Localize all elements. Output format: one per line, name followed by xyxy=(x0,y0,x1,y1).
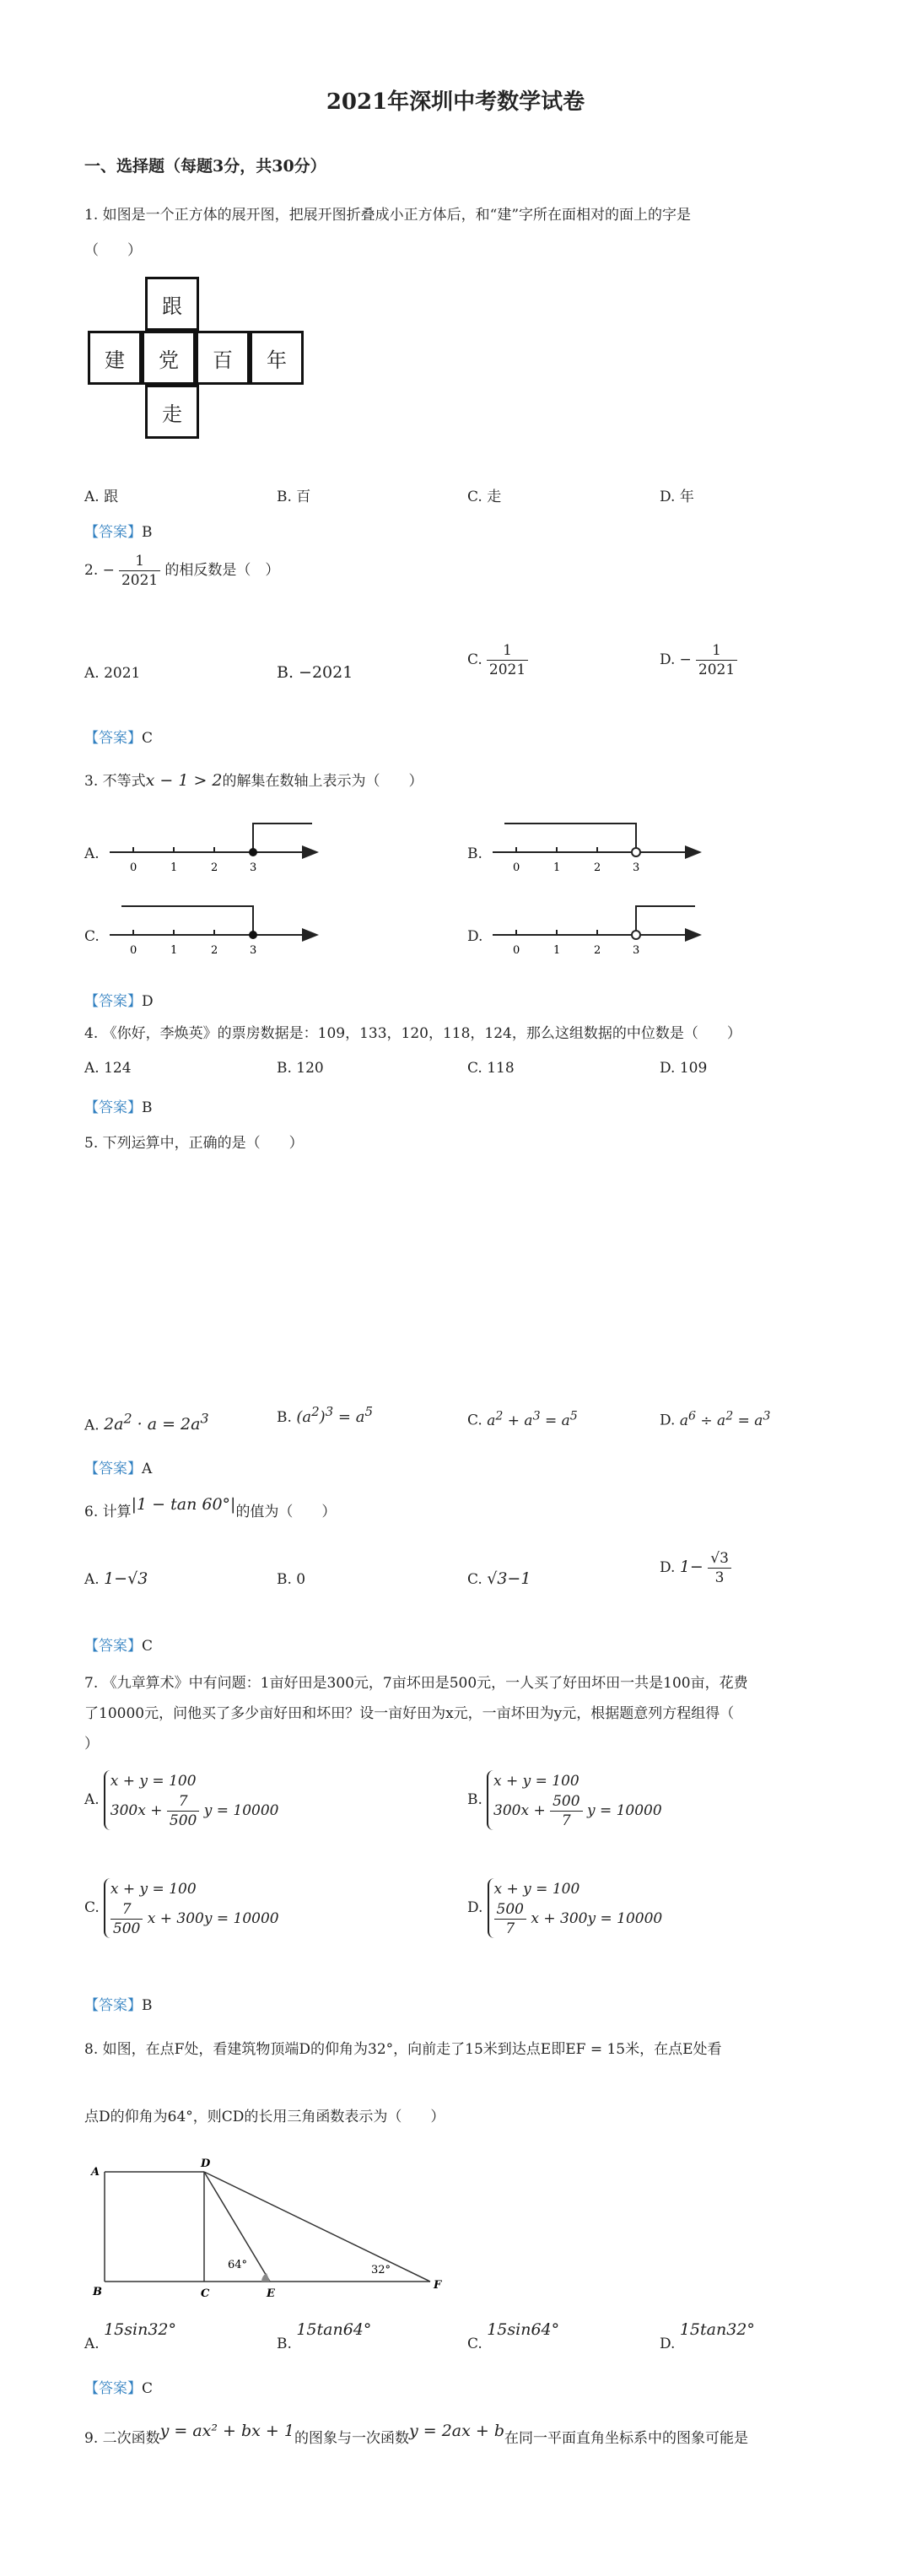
q3-expression: x − 1 > 2 xyxy=(145,771,223,790)
cube-face-right1: 百 xyxy=(196,331,250,385)
cube-face-bottom: 走 xyxy=(145,385,199,439)
q7-b-num: 500 xyxy=(550,1792,582,1812)
q7-d-eq1: x + y = 100 xyxy=(493,1881,580,1898)
q6-option-c xyxy=(467,1569,531,1588)
q6-option-c-label: C. xyxy=(467,1571,482,1588)
q7-d-den: 7 xyxy=(505,1920,515,1937)
tick-label: 0 xyxy=(130,944,137,957)
cube-net-figure xyxy=(88,277,324,446)
q5-option-b-label: B. xyxy=(277,1409,292,1426)
tick-label: 2 xyxy=(594,861,601,874)
tick-label: 1 xyxy=(553,944,561,957)
q9-stem-post: 在同一平面直角坐标系中的图象可能是 xyxy=(504,2430,749,2447)
answer-tag: 【答案】 xyxy=(84,730,142,747)
q7-option-b-label: B. xyxy=(467,1791,482,1808)
tick-label: 2 xyxy=(211,944,218,957)
q2-c-num: 1 xyxy=(487,641,528,661)
q7-b-eq2-pre: 300x + xyxy=(493,1802,546,1819)
q2-option-d xyxy=(660,641,737,679)
q5-stem: 5. 下列运算中，正确的是（ ） xyxy=(84,1135,304,1152)
q8-option-d-value: 15tan32° xyxy=(679,2320,755,2339)
q9-stem-pre: 9. 二次函数 xyxy=(84,2430,160,2447)
q3-answer-value: D xyxy=(142,993,154,1010)
point-label-e: E xyxy=(267,2287,275,2300)
q1-option-c: C. 走 xyxy=(467,489,502,505)
q2-option-b: B. −2021 xyxy=(277,663,353,682)
q6-option-c-expr: √3−1 xyxy=(487,1569,531,1588)
q7-option-d xyxy=(467,1878,662,1938)
q1-option-a: A. 跟 xyxy=(84,489,119,505)
q2-stem-tail: 的相反数是（ ） xyxy=(164,562,280,579)
q2-option-c xyxy=(467,641,528,679)
number-line-d xyxy=(484,893,712,960)
tick-label: 0 xyxy=(513,861,520,874)
q5-option-c: C. $a^2 + a^3 = a^5$ xyxy=(467,1409,578,1429)
q2-fraction xyxy=(119,552,160,590)
q8-option-b-value: 15tan64° xyxy=(296,2320,372,2339)
answer-tag: 【答案】 xyxy=(84,993,142,1010)
q6-stem xyxy=(84,1492,336,1525)
tick-label: 3 xyxy=(250,861,257,874)
q6-answer-value: C xyxy=(142,1638,154,1655)
q5-option-a: A. $2a^2 \cdot a = 2a^3$ xyxy=(84,1411,209,1434)
q7-a-den: 500 xyxy=(169,1812,197,1829)
q5-answer xyxy=(84,1456,152,1477)
q3-label-c: C. xyxy=(84,928,100,945)
q8-option-a xyxy=(84,2320,176,2352)
q3-stem-pre: 3. 不等式 xyxy=(84,773,146,790)
page-title: 2021年深圳中考数学试卷 xyxy=(326,89,585,115)
q8-answer xyxy=(84,2376,153,2397)
q4-option-a: A. 124 xyxy=(84,1060,132,1077)
q8-option-c xyxy=(467,2320,559,2352)
q5-option-a-label: A. xyxy=(84,1417,100,1434)
q7-option-b xyxy=(467,1770,662,1830)
q6-option-d xyxy=(660,1549,731,1587)
q6-option-a-expr: 1−√3 xyxy=(104,1569,148,1588)
answer-tag: 【答案】 xyxy=(84,2380,142,2397)
elevation-angle-figure xyxy=(84,2155,456,2307)
point-label-a: A xyxy=(91,2166,100,2179)
q7-c-eq1: x + y = 100 xyxy=(110,1881,197,1898)
tick-label: 3 xyxy=(633,861,640,874)
q7-stem-line2: 了10000元，问他买了多少亩好田和坏田？设一亩好田为x元，一亩坏田为y元，根据题意列方程组得（ xyxy=(84,1705,735,1722)
tick-label: 2 xyxy=(211,861,218,874)
q2-d-neg: − xyxy=(679,651,692,668)
q1-option-b: B. 百 xyxy=(277,489,311,505)
q5-option-d: D. $a^6 \div a^2 = a^3$ xyxy=(660,1409,771,1429)
point-label-b: B xyxy=(93,2286,102,2298)
q7-a-eq2-pre: 300x + xyxy=(110,1802,163,1819)
q8-option-c-value: 15sin64° xyxy=(487,2320,560,2339)
q2-frac-den: 2021 xyxy=(121,572,159,589)
tick-label: 1 xyxy=(553,861,561,874)
number-line-c xyxy=(101,893,329,960)
tick-label: 0 xyxy=(130,861,137,874)
q7-option-d-label: D. xyxy=(467,1899,483,1916)
number-line-b xyxy=(484,810,712,878)
q7-answer xyxy=(84,1993,153,2014)
q7-c-num: 7 xyxy=(111,1900,143,1920)
q2-option-d-label: D. xyxy=(660,651,676,668)
q4-answer-value: B xyxy=(142,1099,153,1116)
q2-d-den: 2021 xyxy=(698,662,736,678)
tick-label: 3 xyxy=(250,944,257,957)
cube-face-left: 建 xyxy=(88,331,142,385)
q2-answer-value: C xyxy=(142,730,154,747)
q8-option-a-label: A. xyxy=(84,2336,100,2352)
angle-label-64: 64° xyxy=(228,2259,248,2271)
q7-stem-line1: 7. 《九章算术》中有问题：1亩好田是300元，7亩坏田是500元，一人买了好田坏田一共是100亩，花费 xyxy=(84,1675,748,1692)
q2-option-c-label: C. xyxy=(467,651,482,668)
q2-frac-num: 1 xyxy=(119,552,160,571)
q1-answer xyxy=(84,520,153,541)
section-heading: 一、选择题（每题3分，共30分） xyxy=(84,157,326,176)
q7-b-eq2-post: y = 10000 xyxy=(586,1802,662,1819)
q5-option-d-label: D. xyxy=(660,1412,676,1429)
q7-b-den: 7 xyxy=(561,1812,571,1829)
q7-option-a xyxy=(84,1770,278,1830)
q3-label-d: D. xyxy=(467,928,483,945)
q5-option-c-label: C. xyxy=(467,1412,482,1429)
q1-stem-line1: 1. 如图是一个正方体的展开图，把展开图折叠成小正方体后，和“建”字所在面相对的面上的字是 xyxy=(84,207,692,224)
q6-option-d-expr: 1− xyxy=(679,1558,703,1576)
tick-label: 0 xyxy=(513,944,520,957)
q7-a-num: 7 xyxy=(167,1792,199,1812)
tick-label: 3 xyxy=(633,944,640,957)
q8-option-c-label: C. xyxy=(467,2336,482,2352)
point-label-c: C xyxy=(201,2287,210,2300)
q7-d-num: 500 xyxy=(494,1900,526,1920)
q7-stem-line3: ） xyxy=(84,1736,99,1752)
cube-face-center: 党 xyxy=(142,331,196,385)
q1-option-d: D. 年 xyxy=(660,489,694,505)
answer-tag: 【答案】 xyxy=(84,524,142,541)
q1-stem-line2: （ ） xyxy=(84,242,142,259)
q8-answer-value: C xyxy=(142,2380,154,2397)
q7-d-eq2-post: x + 300y = 10000 xyxy=(531,1910,663,1927)
q8-option-d xyxy=(660,2320,755,2352)
point-label-f: F xyxy=(434,2279,442,2292)
q7-option-c-label: C. xyxy=(84,1899,100,1916)
answer-tag: 【答案】 xyxy=(84,1997,142,2014)
q3-label-a: A. xyxy=(84,845,100,862)
q7-a-eq1: x + y = 100 xyxy=(110,1773,197,1790)
q3-stem xyxy=(84,768,423,794)
q2-option-a: A. 2021 xyxy=(84,665,141,682)
q4-stem: 4. 《你好，李焕英》的票房数据是：109，133，120，118，124，那么这组数据的中位数是（ ） xyxy=(84,1025,741,1042)
angle-label-32: 32° xyxy=(371,2264,391,2276)
q6-option-a xyxy=(84,1569,148,1588)
q2-number: 2. xyxy=(84,562,103,579)
point-label-d: D xyxy=(201,2157,211,2170)
q2-c-den: 2021 xyxy=(488,662,526,678)
q7-option-a-label: A. xyxy=(84,1791,100,1808)
q4-answer xyxy=(84,1095,153,1116)
q7-c-eq2-post: x + 300y = 10000 xyxy=(147,1910,279,1927)
q3-label-b: B. xyxy=(467,845,482,862)
q2-d-num: 1 xyxy=(696,641,737,661)
number-line-a xyxy=(101,810,329,878)
q8-option-a-value: 15sin32° xyxy=(104,2320,177,2339)
q5-option-b: B. $(a^2)^3 = a^5$ xyxy=(277,1404,374,1426)
q7-answer-value: B xyxy=(142,1997,153,2014)
q6-stem-post: 的值为（ ） xyxy=(235,1504,337,1520)
q9-stem-mid: 的图象与一次函数 xyxy=(294,2430,409,2447)
q2-neg-sign: − xyxy=(102,562,115,579)
q7-b-eq1: x + y = 100 xyxy=(493,1773,579,1790)
q6-option-b: B. 0 xyxy=(277,1571,306,1588)
q8-option-b xyxy=(277,2320,371,2352)
cube-face-right2: 年 xyxy=(250,331,304,385)
q6-d-den: 3 xyxy=(714,1569,725,1586)
q4-option-b: B. 120 xyxy=(277,1060,324,1077)
q7-a-eq2-post: y = 10000 xyxy=(203,1802,279,1819)
q6-option-a-label: A. xyxy=(84,1571,100,1588)
q5-answer-value: A xyxy=(142,1461,153,1477)
q8-option-b-label: B. xyxy=(277,2336,292,2352)
q6-d-num: √3 xyxy=(708,1549,731,1569)
tick-label: 2 xyxy=(594,944,601,957)
q4-option-d: D. 109 xyxy=(660,1060,708,1077)
q3-answer xyxy=(84,989,154,1010)
tick-label: 1 xyxy=(170,944,178,957)
q6-answer xyxy=(84,1634,153,1655)
tick-label: 1 xyxy=(170,861,178,874)
q9-expression-1: y = ax² + bx + 1 xyxy=(159,2422,294,2440)
q7-option-c xyxy=(84,1878,279,1938)
q7-c-den: 500 xyxy=(112,1920,141,1937)
q9-expression-2: y = 2ax + b xyxy=(408,2422,505,2440)
q4-option-c: C. 118 xyxy=(467,1060,515,1077)
q8-stem-line2: 点D的仰角为64°，则CD的长用三角函数表示为（ ） xyxy=(84,2109,445,2125)
q6-option-d-label: D. xyxy=(660,1559,676,1576)
q6-expression: |1 − tan 60°| xyxy=(131,1495,236,1514)
q2-stem xyxy=(84,552,279,590)
q8-stem-line1: 8. 如图，在点F处，看建筑物顶端D的仰角为32°，向前走了15米到达点E即EF = 15米，在点E处看 xyxy=(84,2041,722,2058)
q1-answer-value: B xyxy=(142,524,153,541)
q2-answer xyxy=(84,726,153,747)
q6-stem-pre: 6. 计算 xyxy=(84,1504,132,1520)
q3-stem-post: 的解集在数轴上表示为（ ） xyxy=(222,773,423,790)
answer-tag: 【答案】 xyxy=(84,1638,142,1655)
q9-stem xyxy=(84,2418,748,2451)
q8-option-d-label: D. xyxy=(660,2336,676,2352)
answer-tag: 【答案】 xyxy=(84,1099,142,1116)
cube-face-top: 跟 xyxy=(145,277,199,331)
answer-tag: 【答案】 xyxy=(84,1461,142,1477)
